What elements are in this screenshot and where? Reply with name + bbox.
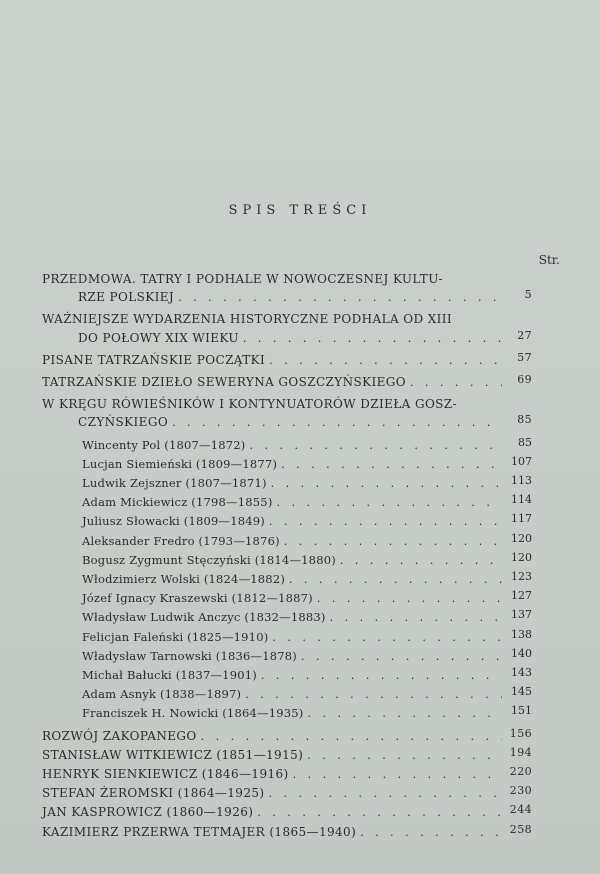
toc-sub-entry [42,436,532,455]
toc-page-number: 69 [517,373,532,387]
toc-entry-title: STEFAN ŻEROMSKI (1864—1925) [42,786,265,801]
toc-page-number: 145 [511,685,532,699]
toc-page-number: 138 [511,627,532,641]
toc-sub-title: Michał Bałucki (1837—1901) [82,668,257,683]
toc-entry-line [42,310,532,328]
leader-dots [272,629,502,647]
toc-page-number: 117 [511,512,532,526]
toc-sub-title: Józef Ignacy Kraszewski (1812—1887) [82,591,313,606]
toc-page-number: 123 [511,570,532,584]
leader-dots [178,289,502,307]
toc-page-number: 27 [517,328,532,342]
leader-dots [269,513,502,531]
toc-entry-title: RZE POLSKIEJ [78,290,175,305]
toc-entry-line [42,823,532,842]
leader-dots [289,571,502,589]
toc-sub-entry [42,493,532,512]
toc-page-number: 143 [511,666,532,680]
toc-entry-title: PISANE TATRZAŃSKIE POCZĄTKI [42,352,266,367]
toc-sub-title: Adam Mickiewicz (1798—1855) [82,495,273,510]
toc-entry-title: HENRYK SIENKIEWICZ (1846—1916) [42,767,289,782]
leader-dots [301,648,502,666]
toc-sub-title: Felicjan Faleński (1825—1910) [82,629,269,644]
toc-page-number: 107 [511,454,532,468]
leader-dots [410,374,502,392]
page-column-header: Str. [538,253,560,267]
toc-page-number: 57 [517,350,532,364]
toc-sub-entry [42,704,532,723]
page-title: SPIS TREŚCI [228,203,372,218]
leader-dots [277,494,502,512]
toc-entry-title: KAZIMIERZ PRZERWA TETMAJER (1865—1940) [42,824,357,839]
toc-sub-title: Ludwik Zejszner (1807—1871) [82,476,267,491]
toc-page-number: 194 [509,745,532,759]
leader-dots [281,456,502,474]
toc-entry-title: JAN KASPROWICZ (1860—1926) [42,805,254,820]
toc-sub-entry [42,666,532,685]
toc-page-number: 120 [511,550,532,564]
toc-entry-title: WAŻNIEJSZE WYDARZENIA HISTORYCZNE PODHALA OD XIII [42,312,453,327]
toc-entry-line [42,765,532,784]
toc-entry-line [42,413,532,432]
toc-entry-title: STANISŁAW WITKIEWICZ (1851—1915) [42,747,304,762]
toc-entry-line [42,351,532,370]
leader-dots [271,475,502,493]
toc-page-number: 230 [509,784,532,798]
toc-page-number: 113 [511,474,532,488]
toc-sub-entry [42,685,532,704]
toc-sub-entry [42,532,532,551]
toc-entry-title: PRZEDMOWA. TATRY I PODHALE W NOWOCZESNEJ KULTU- [42,272,443,286]
toc-entry-line [42,288,532,307]
leader-dots [330,609,502,627]
toc-entry-line [42,395,532,413]
toc-entry-line [42,784,532,803]
toc-page-number: 244 [509,803,532,817]
toc-sub-entry [42,512,532,531]
toc-entry-title: ROZWÓJ ZAKOPANEGO [42,728,197,743]
toc-page-number: 220 [509,765,532,779]
leader-dots [269,352,502,370]
toc-sub-title: Adam Asnyk (1838—1897) [82,687,242,702]
toc-page-number: 156 [509,726,532,740]
leader-dots [284,533,502,551]
toc-sub-entry [42,608,532,627]
leader-dots [360,824,502,842]
toc-sub-title: Lucjan Siemieński (1809—1877) [82,456,278,471]
toc-page-number: 114 [511,493,532,507]
leader-dots [243,330,502,348]
toc-page-number: 140 [511,646,532,660]
toc-entry-line [42,746,532,765]
toc-page-number: 258 [509,822,532,836]
leader-dots [201,728,502,746]
toc-entry-line [42,373,532,392]
toc-page-number: 85 [517,413,532,427]
leader-dots [340,552,502,570]
toc-entry-line [42,329,532,348]
leader-dots [245,686,502,704]
leader-dots [317,590,502,608]
leader-dots [257,804,502,822]
toc-page-number: 120 [511,531,532,545]
toc-page-number: 5 [524,288,532,302]
toc-sub-entry [42,551,532,570]
toc-sub-entry [42,589,532,608]
toc-sub-title: Władysław Ludwik Anczyc (1832—1883) [82,610,326,625]
toc-page-number: 127 [511,589,532,603]
toc-sub-entry [42,474,532,493]
toc-sub-title: Franciszek H. Nowicki (1864—1935) [82,706,304,721]
toc-entry-title: TATRZAŃSKIE DZIEŁO SEWERYNA GOSZCZYŃSKIEGO [42,375,407,390]
toc-page-number: 151 [511,704,532,718]
toc-page-number: 137 [511,608,532,622]
toc-sub-entry [42,647,532,666]
leader-dots [293,766,502,784]
leader-dots [307,747,502,765]
leader-dots [307,705,502,723]
table-of-contents [42,270,532,842]
toc-entry-line [42,803,532,822]
leader-dots [269,785,503,803]
toc-sub-title: Wincenty Pol (1807—1872) [82,437,246,452]
toc-entry-title: CZYŃSKIEGO [78,415,169,430]
toc-sub-title: Władysław Tarnowski (1836—1878) [82,648,297,663]
leader-dots [261,667,502,685]
toc-sub-title: Bogusz Zygmunt Stęczyński (1814—1880) [82,552,336,567]
toc-sub-title: Włodzimierz Wolski (1824—1882) [82,572,286,587]
toc-sub-entry [42,455,532,474]
toc-entry-line [42,727,532,746]
toc-sub-entry [42,628,532,647]
toc-sub-title: Aleksander Fredro (1793—1876) [82,533,280,548]
toc-entry-line [42,270,532,288]
toc-page-number: 85 [518,435,532,449]
toc-entry-title: W KRĘGU RÓWIEŚNIKÓW I KONTYNUATORÓW DZIEŁA GOSZ- [42,397,458,412]
toc-sub-entry [42,570,532,589]
leader-dots [249,437,502,455]
toc-entry-title: DO POŁOWY XIX WIEKU [78,330,239,345]
toc-sub-title: Juliusz Słowacki (1809—1849) [82,514,265,529]
leader-dots [172,414,502,432]
